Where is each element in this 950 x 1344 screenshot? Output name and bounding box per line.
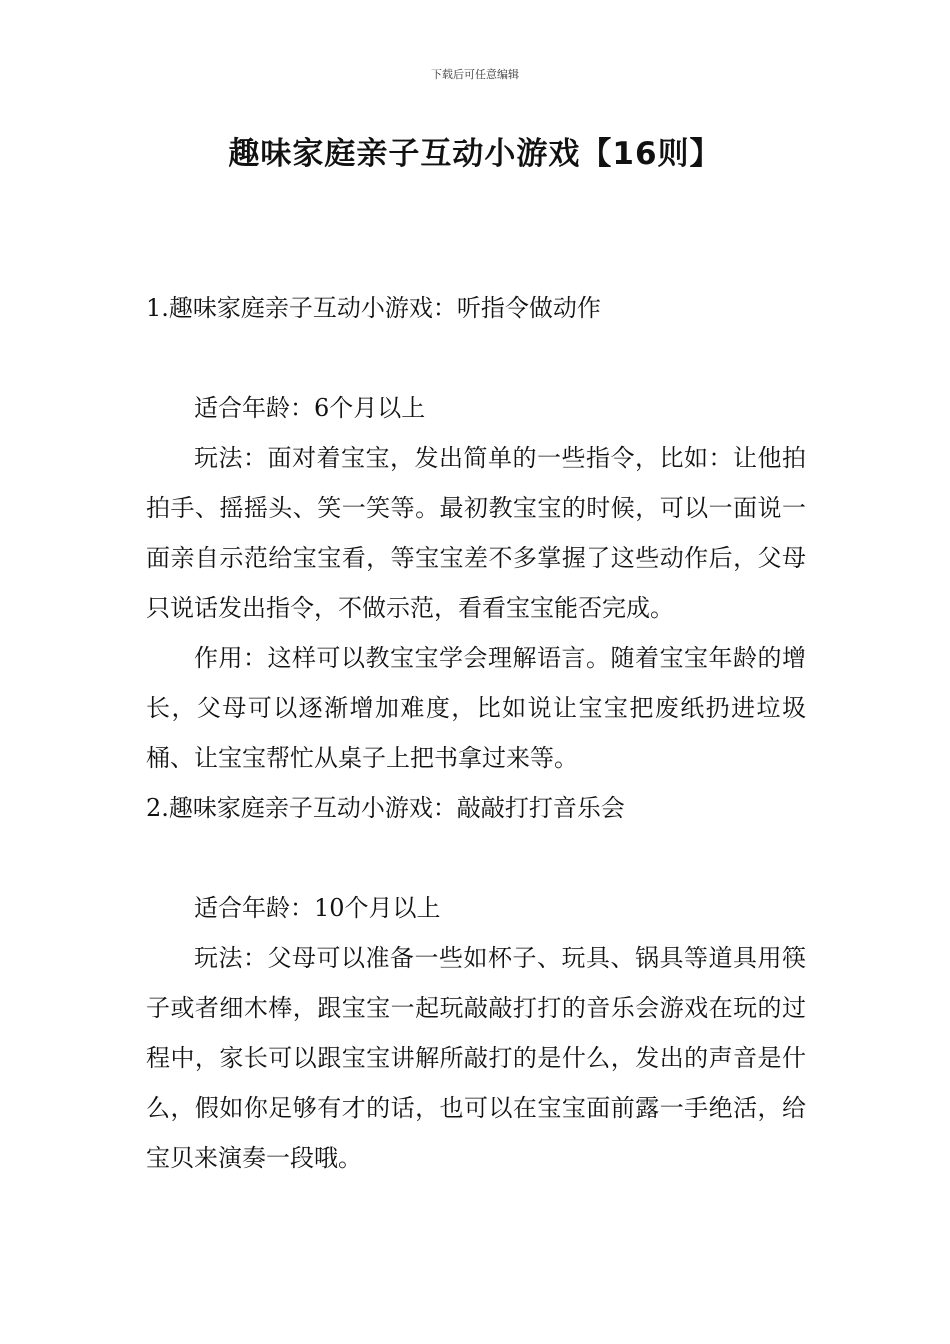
document-body [146, 283, 806, 1183]
document-title: 趣味家庭亲子互动小游戏【16则】 [228, 136, 722, 172]
age-paragraph: 适合年龄：6个月以上 [194, 394, 426, 422]
effect-paragraph: 作用：这样可以教宝宝学会理解语言。随着宝宝年龄的增长，父母可以逐渐增加难度，比如说让宝宝把废纸扔进垃圾桶、让宝宝帮忙从桌子上把书拿过来等。 [146, 644, 806, 772]
section-2 [146, 783, 806, 1183]
section-heading: 1.趣味家庭亲子互动小游戏：听指令做动作 [146, 294, 601, 322]
method-paragraph: 玩法：父母可以准备一些如杯子、玩具、锅具等道具用筷子或者细木棒，跟宝宝一起玩敲敲打打的音乐会游戏在玩的过程中，家长可以跟宝宝讲解所敲打的是什么，发出的声音是什么，假如你足够有才的话，也可以在宝宝面前露一手绝活，给宝贝来演奏一段哦。 [146, 944, 806, 1172]
section-1 [146, 283, 806, 783]
age-paragraph: 适合年龄：10个月以上 [194, 894, 441, 922]
section-heading: 2.趣味家庭亲子互动小游戏：敲敲打打音乐会 [146, 794, 625, 822]
section-gap [146, 333, 806, 383]
header-note: 下载后可任意编辑 [431, 68, 519, 81]
section-gap [146, 833, 806, 883]
method-paragraph: 玩法：面对着宝宝，发出简单的一些指令，比如：让他拍拍手、摇摇头、笑一笑等。最初教宝宝的时候，可以一面说一面亲自示范给宝宝看，等宝宝差不多掌握了这些动作后，父母只说话发出指令，不做示范，看看宝宝能否完成。 [146, 444, 806, 622]
